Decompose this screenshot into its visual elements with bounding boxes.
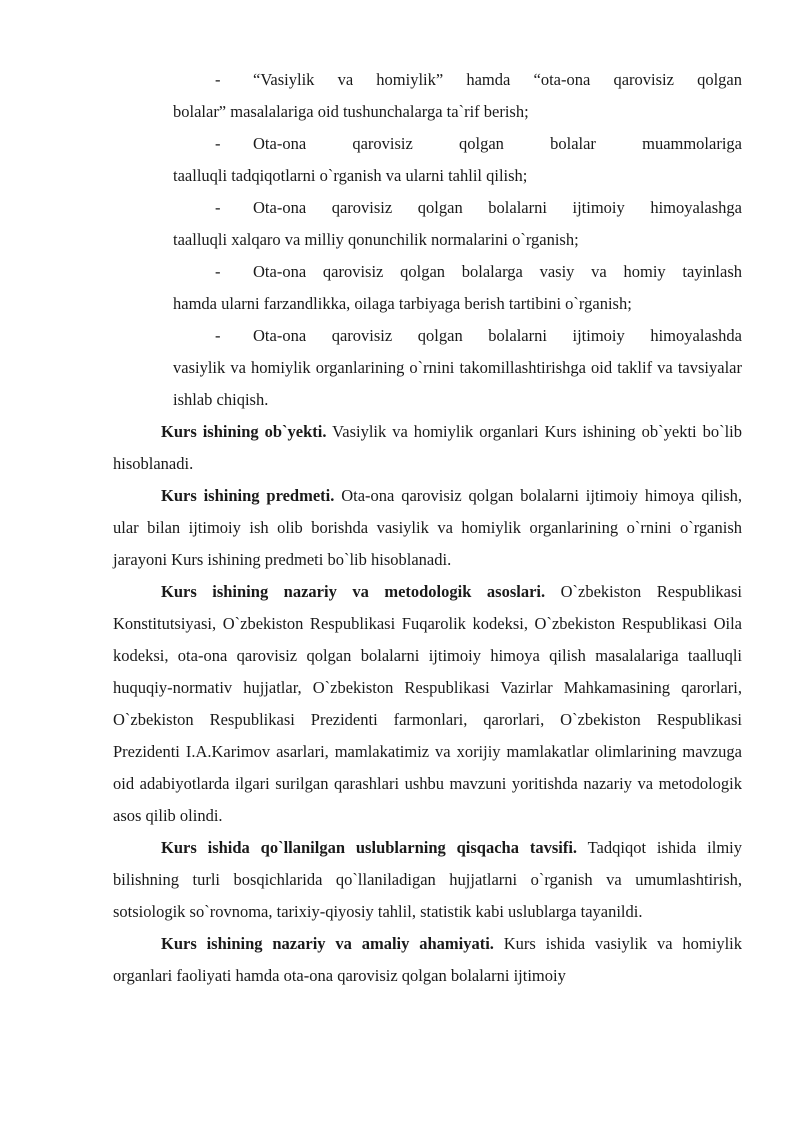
list-item-rest: taalluqli tadqiqotlarni o`rganish va ularni tahlil qilish;	[173, 166, 528, 185]
list-dash: -	[215, 262, 221, 281]
paragraph-text: O`zbekiston Respublikasi Konstitutsiyasi, O`zbekiston Respublikasi Fuqarolik kodeksi, O`zbekiston Respublikasi Oila kodeksi, ota-ona qarovisiz qolgan bolalarni ijtimoiy himoya qilish masalalariga taalluqli huquqiy-normativ hujjatlar, O`zbekiston Respublikasi Vazirlar Mahkamasining qarorlari, O`zbekiston Respublikasi Prezidenti farmonlari, qarorlari, O`zbekiston Respublikasi Prezidenti I.A.Karimov asarlari, mamlakatimiz va xorijiy mamlakatlar olimlarining mavzuga oid adabiyotlarda ilgari surilgan qarashlari ushbu mavzuni yoritishda nazariy va metodologik asos qilib olindi.	[113, 582, 742, 825]
list-dash: -	[215, 134, 221, 153]
paragraph-significance	[113, 928, 742, 992]
paragraph-methods	[113, 832, 742, 928]
list-item-line1: Ota-ona qarovisiz qolgan bolalarni ijtimoiy himoyalashga	[253, 198, 742, 217]
list-item-line1: Ota-ona qarovisiz qolgan bolalar muammolariga	[253, 134, 742, 153]
list-item-rest: taalluqli xalqaro va milliy qonunchilik normalarini o`rganish;	[173, 230, 579, 249]
paragraph-heading: Kurs ishining ob`yekti.	[161, 422, 327, 441]
list-dash: -	[215, 326, 221, 345]
list-item-first-line	[173, 192, 742, 224]
list-item-first-line	[173, 320, 742, 352]
list-item	[173, 192, 742, 256]
paragraph-text: Kurs ishida vasiylik va homiylik organlari faoliyati hamda ota-ona qarovisiz qolgan bolalarni ijtimoiy	[113, 934, 742, 985]
paragraph-heading: Kurs ishida qo`llanilgan uslublarning qisqacha tavsifi.	[161, 838, 578, 857]
document-page	[113, 64, 742, 992]
paragraph-foundations	[113, 576, 742, 832]
list-item-first-line	[173, 256, 742, 288]
list-item	[173, 64, 742, 128]
list-item-rest: bolalar” masalalariga oid tushunchalarga ta`rif berish;	[173, 102, 529, 121]
list-item	[173, 128, 742, 192]
list-item-first-line	[173, 128, 742, 160]
list-item	[173, 320, 742, 416]
list-item-line1: Ota-ona qarovisiz qolgan bolalarga vasiy va homiy tayinlash	[253, 262, 742, 281]
paragraph-heading: Kurs ishining nazariy va amaliy ahamiyati.	[161, 934, 494, 953]
list-item-line1: “Vasiylik va homiylik” hamda “ota-ona qarovisiz qolgan	[253, 70, 742, 89]
paragraph-heading: Kurs ishining nazariy va metodologik asoslari.	[161, 582, 546, 601]
paragraph-heading: Kurs ishining predmeti.	[161, 486, 335, 505]
paragraph-text: Ota-ona qarovisiz qolgan bolalarni ijtimoiy himoya qilish, ular bilan ijtimoiy ish olib borishda vasiylik va homiylik organlarining o`rnini o`rganish jarayoni Kurs ishining predmeti bo`lib hisoblanadi.	[113, 486, 742, 569]
list-dash: -	[215, 198, 221, 217]
paragraph-object	[113, 416, 742, 480]
list-item-line1: Ota-ona qarovisiz qolgan bolalarni ijtimoiy himoyalashda	[253, 326, 742, 345]
list-dash: -	[215, 70, 221, 89]
list-item-rest: vasiylik va homiylik organlarining o`rnini takomillashtirishga oid taklif va tavsiyalar ishlab chiqish.	[173, 358, 742, 409]
list-item	[173, 256, 742, 320]
paragraph-subject	[113, 480, 742, 576]
paragraph-text: Tadqiqot ishida ilmiy bilishning turli bosqichlarida qo`llaniladigan hujjatlarni o`rganish va umumlashtirish, sotsiologik so`rovnoma, tarixiy-qiyosiy tahlil, statistik kabi uslublarga tayanildi.	[113, 838, 742, 921]
list-item-first-line	[173, 64, 742, 96]
paragraph-text: Vasiylik va homiylik organlari Kurs ishining ob`yekti bo`lib hisoblanadi.	[113, 422, 742, 473]
list-item-rest: hamda ularni farzandlikka, oilaga tarbiyaga berish tartibini o`rganish;	[173, 294, 632, 313]
